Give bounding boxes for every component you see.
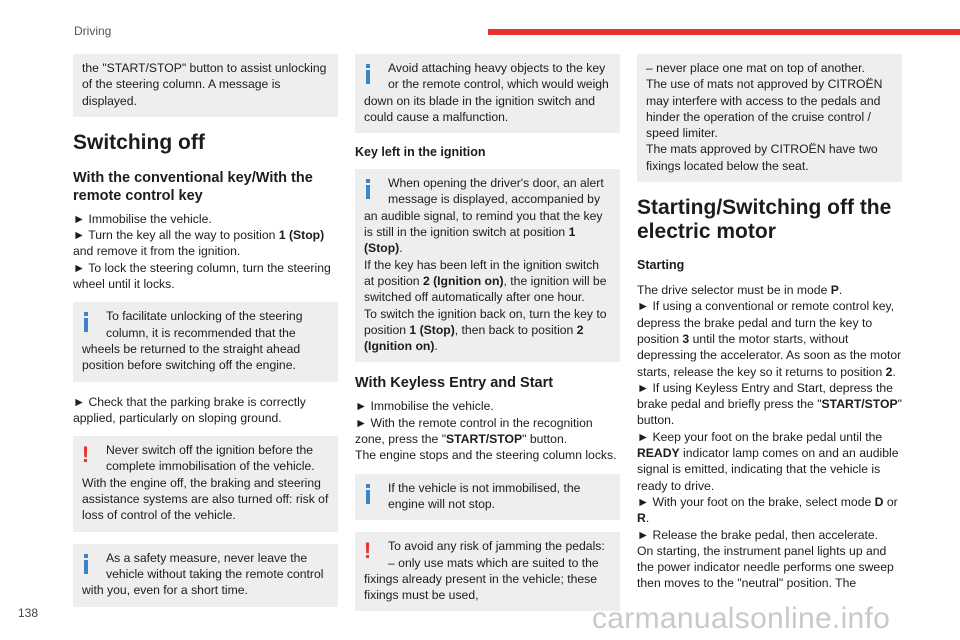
info-icon <box>363 484 372 504</box>
warning-box: ! Never switch off the ignition before the complete immobilisation of the vehicle. With the engine off, the braking and steering assistance systems are also turned off: risk of loss of control of the vehicle. <box>73 436 338 531</box>
info-box: As a safety measure, never leave the vehicle without taking the remote control with you, even for a short time. <box>73 544 338 607</box>
page-number: 138 <box>18 606 39 620</box>
column-1 <box>73 54 338 619</box>
header-accent-bar <box>488 29 960 35</box>
heading-conventional-key: With the conventional key/With the remote control key <box>73 169 313 204</box>
instruction-item: ► To lock the steering column, turn the steering wheel until it locks. <box>73 260 331 292</box>
parking-brake-text: ► Check that the parking brake is correctly applied, particularly on sloping ground. <box>73 394 306 425</box>
watermark: carmanualsonline.info <box>592 602 891 635</box>
info-box: If the vehicle is not immobilised, the engine will not stop. <box>355 474 620 521</box>
info-icon <box>363 179 372 199</box>
info-box: Avoid attaching heavy objects to the key or the remote control, which would weigh down on its blade in the ignition switch and could cause a malfunction. <box>355 54 620 133</box>
info-icon <box>81 312 90 332</box>
column-3 <box>637 54 902 602</box>
warning-box: ! To avoid any risk of jamming the pedals: – only use mats which are suited to the fixings already present in the vehicle; these fixings must be used, <box>355 532 620 611</box>
heading-start-electric: Starting/Switching off the electric motor <box>637 196 892 244</box>
instruction-item: ► Immobilise the vehicle. <box>73 211 212 226</box>
heading-switching-off: Switching off <box>73 130 205 154</box>
instruction-item: ► Turn the key all the way to position 1 (Stop) and remove it from the ignition. <box>73 228 325 259</box>
heading-starting: Starting <box>637 258 685 273</box>
heading-keyless: With Keyless Entry and Start <box>355 375 554 392</box>
heading-key-left: Key left in the ignition <box>355 145 486 160</box>
instruction-list <box>73 211 338 292</box>
section-title: Driving <box>74 24 112 38</box>
info-icon <box>363 64 372 84</box>
warning-icon: ! <box>81 442 90 468</box>
info-icon <box>81 554 90 574</box>
note-box-continued <box>73 54 338 117</box>
info-box: When opening the driver's door, an alert message is displayed, accompanied by an audible signal, to remind you that the key is still in the ignition switch at position 1 (Stop). If the key has been left in the ignition switch at position 2 (Ignition on), the ignition will be switched off automatically after one hour. To switch the ignition back on, turn the key to position 1 (Stop), then back to position 2 (Ignition on). <box>355 169 620 362</box>
starting-instructions: The drive selector must be in mode P. ► If using a conventional or remote control key, depress the brake pedal and turn the key to position 3 until the motor starts, without depressing the accelerator. As soon as the motor starts, release the key so it returns to position 2. ► If using Keyless Entry and Start, depress the brake pedal and briefly press the "START/STOP" button. ► Keep your foot on the brake pedal until the READY indicator lamp comes on and an audible signal is emitted, indicating that the vehicle is ready to drive. ► With your foot on the brake, select mode D or R. ► Release the brake pedal, then accelerate. On starting, the instrument panel lights up and the power indicator needle performs one sweep then moves to the "neutral" position. The <box>637 283 902 591</box>
note-text: the "START/STOP" button to assist unlocking of the steering column. A message is displayed. <box>82 61 327 108</box>
keyless-instructions: ► Immobilise the vehicle. ► With the remote control in the recognition zone, press the "START/STOP" button. The engine stops and the steering column locks. <box>355 399 617 463</box>
warning-icon: ! <box>363 538 372 564</box>
note-box-continued: – never place one mat on top of another. The use of mats not approved by CITROËN may interfere with access to the pedals and hinder the operation of the cruise control / speed limiter. The mats approved by CITROËN have two fixings located below the seat. <box>637 54 902 182</box>
info-box: To facilitate unlocking of the steering column, it is recommended that the wheels be returned to the straight ahead position before switching off the engine. <box>73 302 338 381</box>
column-2 <box>355 54 620 623</box>
